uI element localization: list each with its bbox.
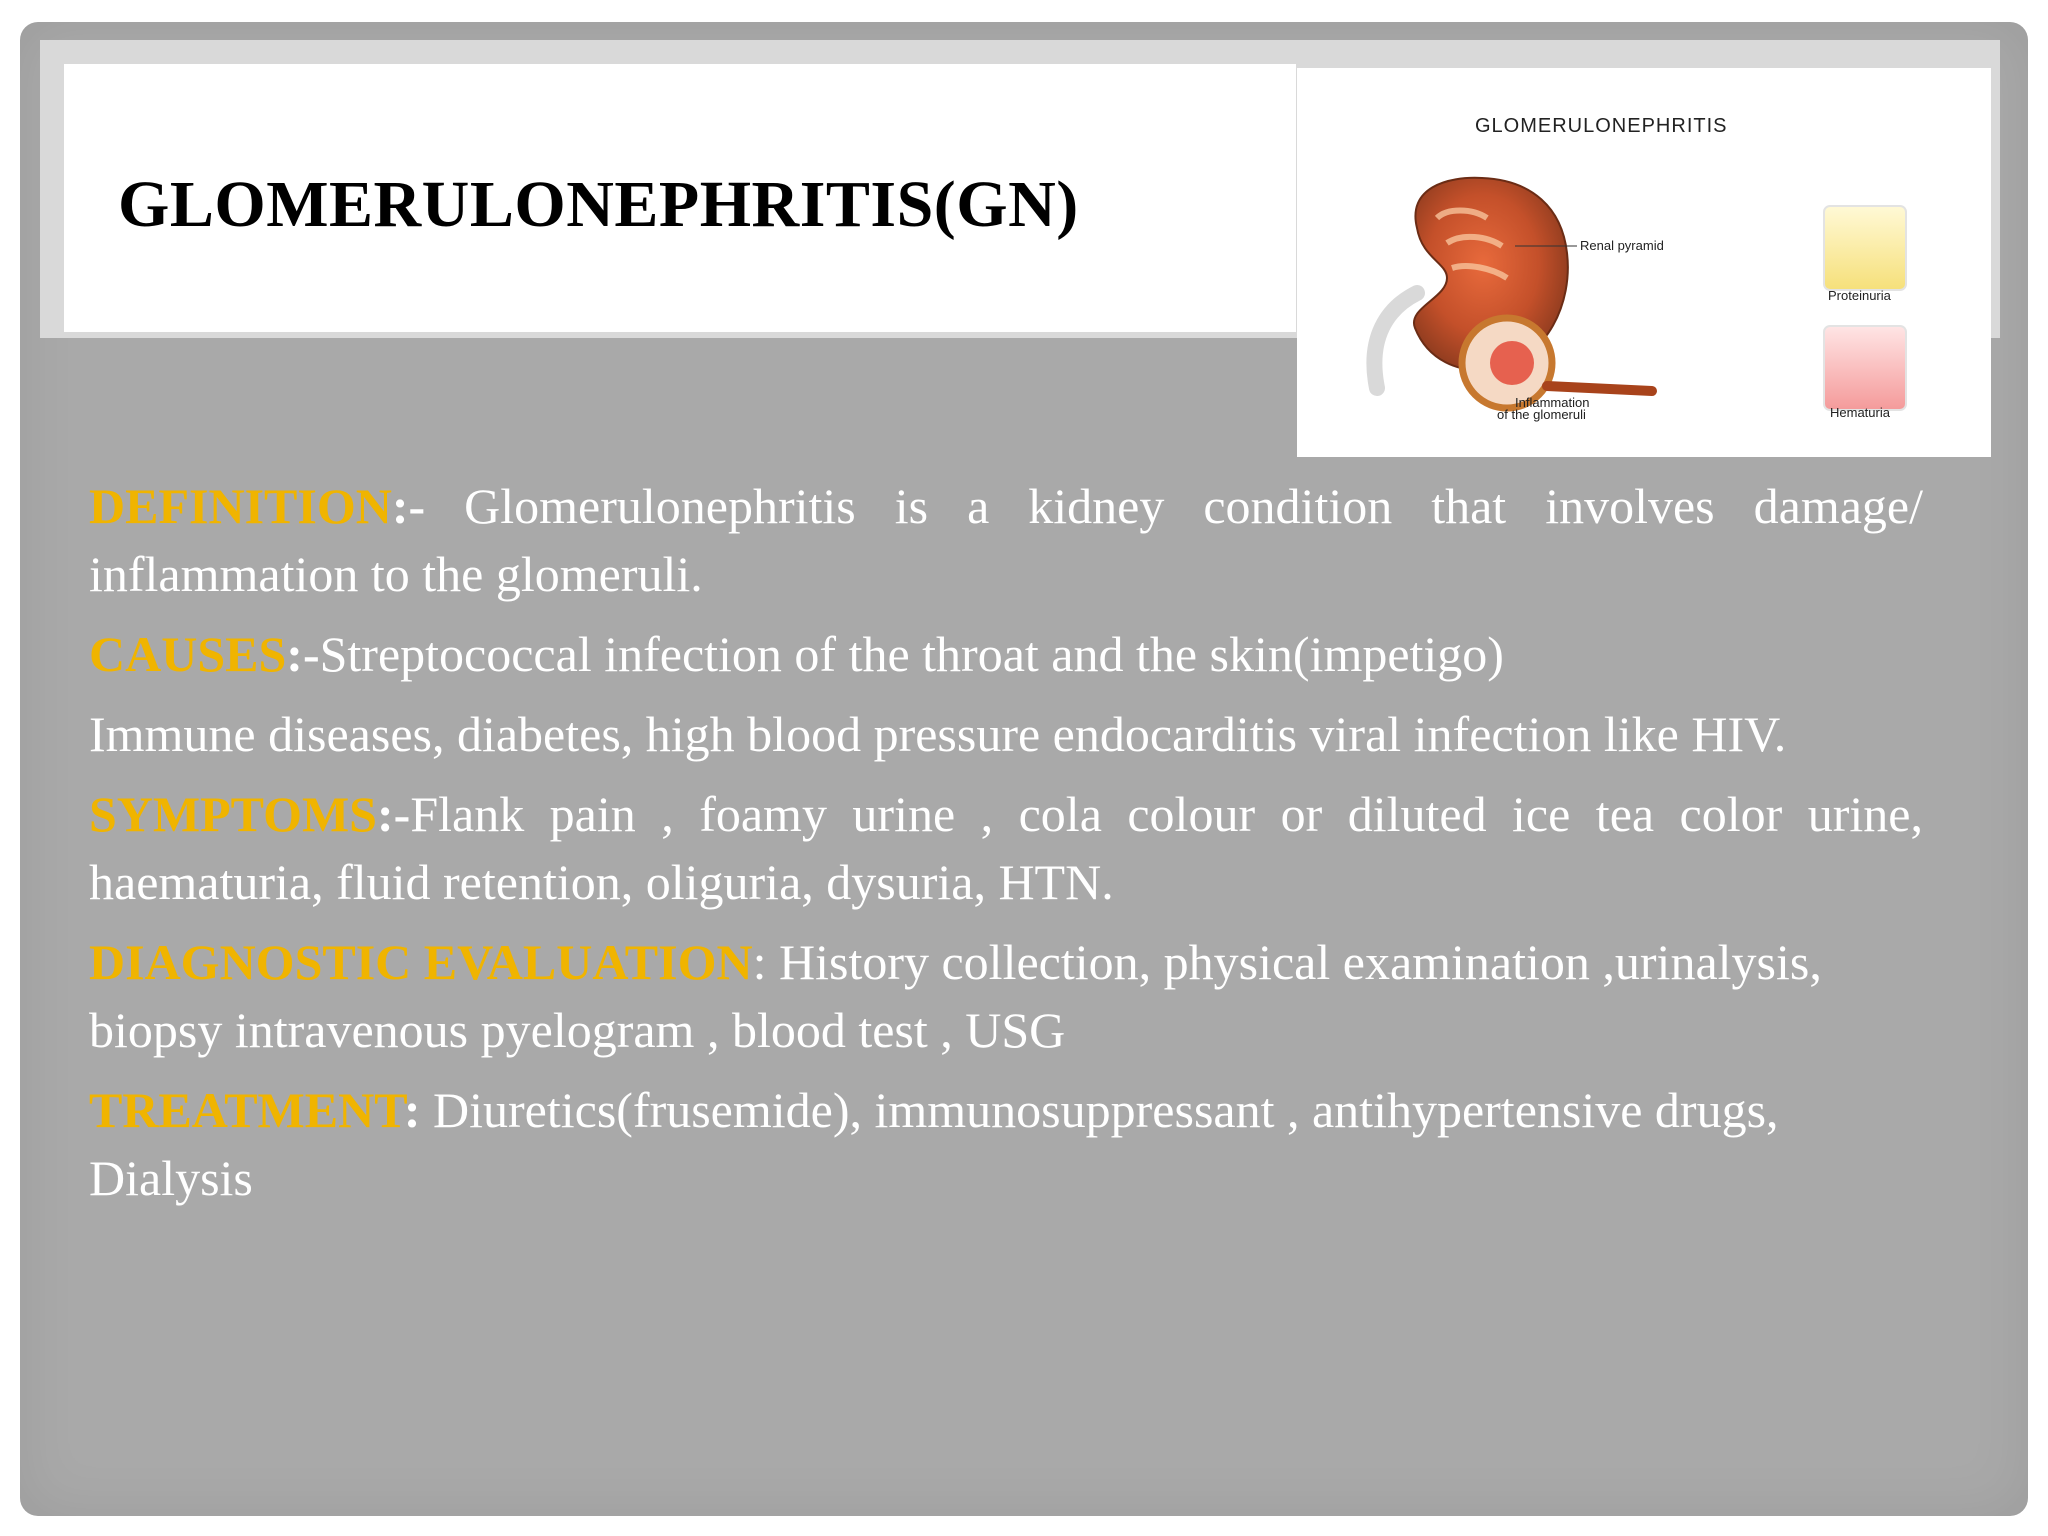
causes-heading: CAUSES (89, 626, 287, 682)
diagnostic-text: History collection, physical examination ,urinalysis, biopsy intravenous pyelogram , blood test , USG (89, 934, 1822, 1058)
slide-title: GLOMERULONEPHRITIS(GN) (118, 168, 1079, 241)
causes-paragraph (89, 620, 1923, 688)
diagnostic-heading: DIAGNOSTIC EVALUATION (89, 934, 753, 990)
symptoms-heading: SYMPTOMS (89, 786, 377, 842)
symptoms-separator: :- (377, 786, 411, 842)
diagnostic-paragraph (89, 928, 1923, 1064)
definition-separator: :- (391, 478, 426, 534)
label-inflammation-line1: Inflammation (1515, 395, 1590, 410)
hematuria-beaker (1824, 326, 1906, 410)
treatment-separator: : (403, 1082, 421, 1138)
ureter (1374, 293, 1417, 388)
causes-text: Streptococcal infection of the throat and the skin(impetigo) (319, 626, 1504, 682)
treatment-heading: TREATMENT (89, 1082, 404, 1138)
diagnostic-separator: : (752, 934, 767, 990)
treatment-text: Diuretics(frusemide), immunosuppressant , antihypertensive drugs, Dialysis (89, 1082, 1779, 1206)
definition-text: Glomerulonephritis is a kidney condition that involves damage/ inflammation to the glomeruli. (89, 478, 1923, 602)
slide-content (89, 472, 1923, 1224)
figure-title: GLOMERULONEPHRITIS (1475, 115, 1728, 137)
label-renal-pyramid: Renal pyramid (1580, 238, 1664, 253)
definition-heading: DEFINITION (89, 478, 392, 534)
magnifier-handle (1547, 386, 1652, 391)
label-hematuria: Hematuria (1830, 405, 1890, 420)
symptoms-text: Flank pain , foamy urine , cola colour or diluted ice tea color urine, haematuria, fluid retention, oliguria, dysuria, HTN. (89, 786, 1923, 910)
definition-paragraph (89, 472, 1923, 608)
causes-more-paragraph (89, 700, 1923, 768)
label-proteinuria: Proteinuria (1828, 288, 1891, 303)
causes-separator: :- (286, 626, 320, 682)
symptoms-paragraph (89, 780, 1923, 916)
treatment-paragraph (89, 1076, 1923, 1212)
causes-more-text: Immune diseases, diabetes, high blood pressure endocarditis viral infection like HIV. (89, 706, 1787, 762)
proteinuria-beaker (1824, 206, 1906, 290)
label-inflammation-line2: of the glomeruli (1497, 407, 1586, 422)
